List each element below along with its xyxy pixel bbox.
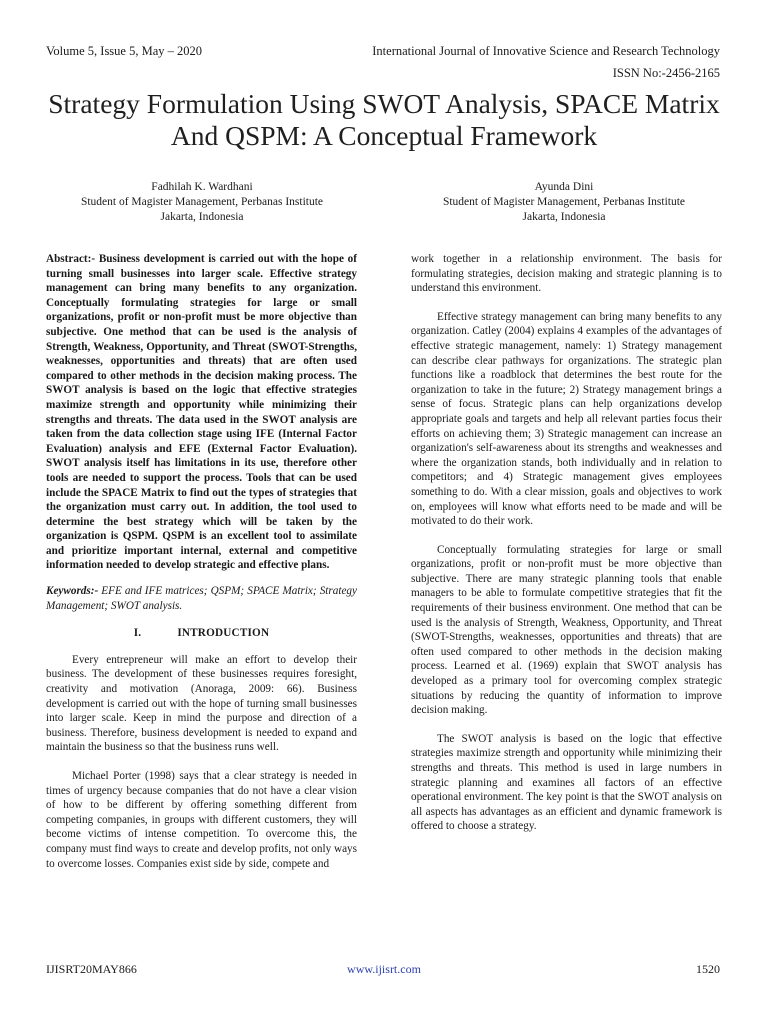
section-title: INTRODUCTION	[177, 627, 270, 640]
author-affiliation: Student of Magister Management, Perbanas Institute	[442, 196, 686, 208]
paper-title: Strategy Formulation Using SWOT Analysis, SPACE Matrix And QSPM: A Conceptual Framework	[48, 88, 720, 151]
header-volume: Volume 5, Issue 5, May – 2020	[46, 44, 203, 58]
author-name: Fadhilah K. Wardhani	[151, 181, 253, 193]
right-column	[411, 252, 722, 834]
header-journal-name: International Journal of Innovative Science and Research Technology	[372, 44, 720, 58]
keywords-text: EFE and IFE matrices; QSPM; SPACE Matrix; Strategy Management; SWOT analysis.	[46, 585, 357, 612]
section-number: I.	[133, 627, 142, 640]
paragraph: Effective strategy management can bring many benefits to any organization. Catley (2004) explains 4 examples of the advantages of effective strategic management, namely: 1) Strategy management can describe clear pathways for organizations. The strategic plan functions like a roadblock that determines the best route for the organization to take in the future; 2) Strategy management brings a sense of focus. Strategic plans can help organizations develop appropriate goals and targets and help all relevant parties focus their efforts on achieving them; 3) Strategic management can increase an organization's self-awareness about its strengths and weaknesses and where the organization stands, both individually and in relation to competitors; and 4) Strategic management gives employees something to do. With a clear mission, goals and objectives to work on, employees will know what efforts need to be made and will be motivated to do their work.	[411, 310, 722, 528]
author-block-1	[52, 180, 352, 225]
footer-page-number: 1520	[696, 962, 720, 976]
paragraph: The SWOT analysis is based on the logic that effective strategies maximize strength and opportunity while minimizing their strengths and threats. This method is used in large numbers in strategic planning and examines all factors of an effective operational environment. The key point is that the SWOT analysis on all aspects has advantages as an efficient and dynamic framework is offered to choose a strategy.	[411, 732, 722, 833]
keywords	[46, 584, 357, 613]
footer-paper-code: IJISRT20MAY866	[46, 962, 137, 976]
section-heading-introduction	[46, 626, 357, 641]
author-block-2	[414, 180, 714, 225]
paragraph: Every entrepreneur will make an effort to develop their business. The development of these businesses requires foresight, creativity and motivation (Anoraga, 2009: 66). Business development is carried out with the hope of turning small businesses into larger scale. Keep in mind the purpose and direction of a business. Therefore, business development is needed to expand and maintain the business so that the business runs well.	[46, 653, 357, 754]
abstract: Abstract:- Business development is carried out with the hope of turning small businesses into larger scale. Effective strategy management can bring many benefits to any organization. Conceptually formulating strategies for large or small organizations, profit or non-profit must be more objective than subjective. One method that can be used is the analysis of Strength, Weakness, Opportunity, and Threat (SWOT-Strengths, weaknesses, opportunities and threats) that are often used compared to other methods in the decision making process. The SWOT analysis is based on the logic that effective strategies maximize strength and opportunity while minimizing their strengths and threats. The data used in the SWOT analysis are taken from the data collection stage using IFE (Internal Factor Evaluation) analysis and EFE (External Factor Evaluation). SWOT analysis itself has limitations in its use, therefore other tools are needed to support the process. Tools that can be used include the SPACE Matrix to find out the types of strategies that the organization must carry out. In addition, the tool used to determine the best strategy which will be taken by the organization is QSPM. QSPM is an excellent tool to assimilate and prioritize important internal, external and competitive information needed to develop strategic and effective plans.	[46, 253, 357, 572]
paragraph: work together in a relationship environment. The basis for formulating strategies, decision making and strategic planning is to understand this environment.	[411, 253, 722, 295]
keywords-label: Keywords:-	[46, 585, 99, 598]
paragraph: Conceptually formulating strategies for large or small organizations, profit or non-profit must be more objective than subjective. There are many strategic planning tools that enable managers to be able to formulate competitive strategies that fit the requirements of their business environment. One method that can be used is the analysis of Strength, Weakness, Opportunity, and Threat (SWOT-Strengths, weaknesses, opportunities and threats) that are often used compared to other methods in the decision making process. Learned et al. (1969) explain that SWOT analysis has developed as a primary tool for overcoming complex strategic situations by reducing the quantity of information to improve decision making.	[411, 543, 722, 717]
paragraph: Michael Porter (1998) says that a clear strategy is needed in times of urgency because companies that do not have a clear vision of how to be different by offering something different from competing companies, in groups with different customers, they will become victims of intense competition. To overcome this, the company must find ways to create and develop profits, not only ways to overcome losses. Companies exist side by side, compete and	[46, 770, 357, 870]
author-name: Ayunda Dini	[534, 181, 594, 193]
author-affiliation: Student of Magister Management, Perbanas Institute	[80, 196, 324, 208]
footer-journal-link[interactable]: www.ijisrt.com	[347, 962, 421, 976]
author-location: Jakarta, Indonesia	[160, 211, 244, 223]
left-column	[46, 252, 357, 871]
header-issn: ISSN No:-2456-2165	[612, 66, 720, 80]
author-location: Jakarta, Indonesia	[522, 211, 606, 223]
